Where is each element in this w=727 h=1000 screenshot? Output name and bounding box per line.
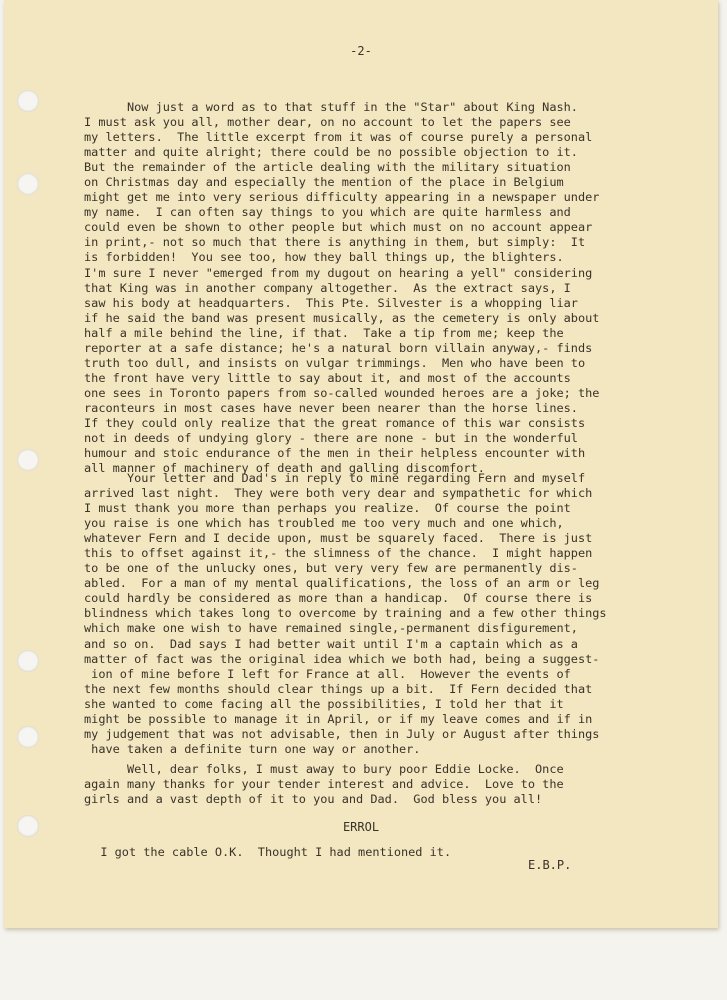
punch-hole [17,90,39,112]
page-number: -2- [350,44,372,58]
punch-hole [17,650,39,672]
initials: E.B.P. [528,858,572,872]
paragraph-closing: Well, dear folks, I must away to bury poor Eddie Locke. Once again many thanks for your tender interest and advice. Love to the girls and a vast depth of it to you and Dad. God bless you all! [84,762,564,807]
letter-page [4,0,718,928]
punch-hole [17,173,39,195]
signature: ERROL [342,820,380,834]
punch-hole [17,449,39,471]
paragraph-star-article: Now just a word as to that stuff in the "Star" about King Nash. I must ask you all, mother dear, on no account to let the papers see my letters. The little excerpt from it was of course purely a personal matter and quite alright; there could be no possible objection to it. But the remainder of the article dealing with the military situation on Christmas day and especially the mention of the place in Belgium might get me into very serious difficulty appearing in a newspaper under my name. I can often say things to you which are quite harmless and could even be shown to other people but which must on no account appear in print,- not so much that there is anything in them, but simply: It is forbidden! You see too, how they ball things up, the blighters. I'm sure I never "emerged from my dugout on hearing a yell" considering that King was in another company altogether. As the extract says, I saw his body at headquarters. This Pte. Silvester is a whopping liar if he said the band was present musically, as the cemetery is only about half a mile behind the line, if that. Take a tip from me; keep the reporter at a safe distance; he's a natural born villain anyway,- finds truth too dull, and insists on vulgar trimmings. Men who have been to the front have very little to say about it, and most of the accounts one sees in Toronto papers from so-called wounded heroes are a joke; the raconteurs in most cases have never been nearer than the horse lines. If they could only realize that the great romance of this war consists not in deeds of undying glory - there are none - but in the wonderful humour and stoic endurance of the men in their helpless encounter with all manner of machinery of death and galling discomfort. [84,100,600,476]
paragraph-fern: Your letter and Dad's in reply to mine regarding Fern and myself arrived last night. They were both very dear and sympathetic for which I must thank you more than perhaps you realize. Of course the point you raise is one which has troubled me too very much and one which, whatever Fern and I decide upon, must be squarely faced. There is just this to offset against it,- the slimness of the chance. I might happen to be one of the unlucky ones, but very very few are permanently dis- abled. For a man of my mental qualifications, the loss of an arm or leg could hardly be considered as more than a handicap. Of course there is blindness which takes long to overcome by training and a few other things which make one wish to have remained single,-permanent disfigurement, and so on. Dad says I had better wait until I'm a captain which as a matter of fact was the original idea which we both had, being a suggest- ion of mine before I left for France at all. However the events of the next few months should clear things up a bit. If Fern decided that she wanted to come facing all the possibilities, I told her that it might be possible to manage it in April, or if my leave comes and if in my judgement that was not advisable, then in July or August after things have taken a definite turn one way or another. [84,471,607,756]
punch-hole [17,726,39,748]
postscript: I got the cable O.K. Thought I had mentioned it. [86,845,452,859]
